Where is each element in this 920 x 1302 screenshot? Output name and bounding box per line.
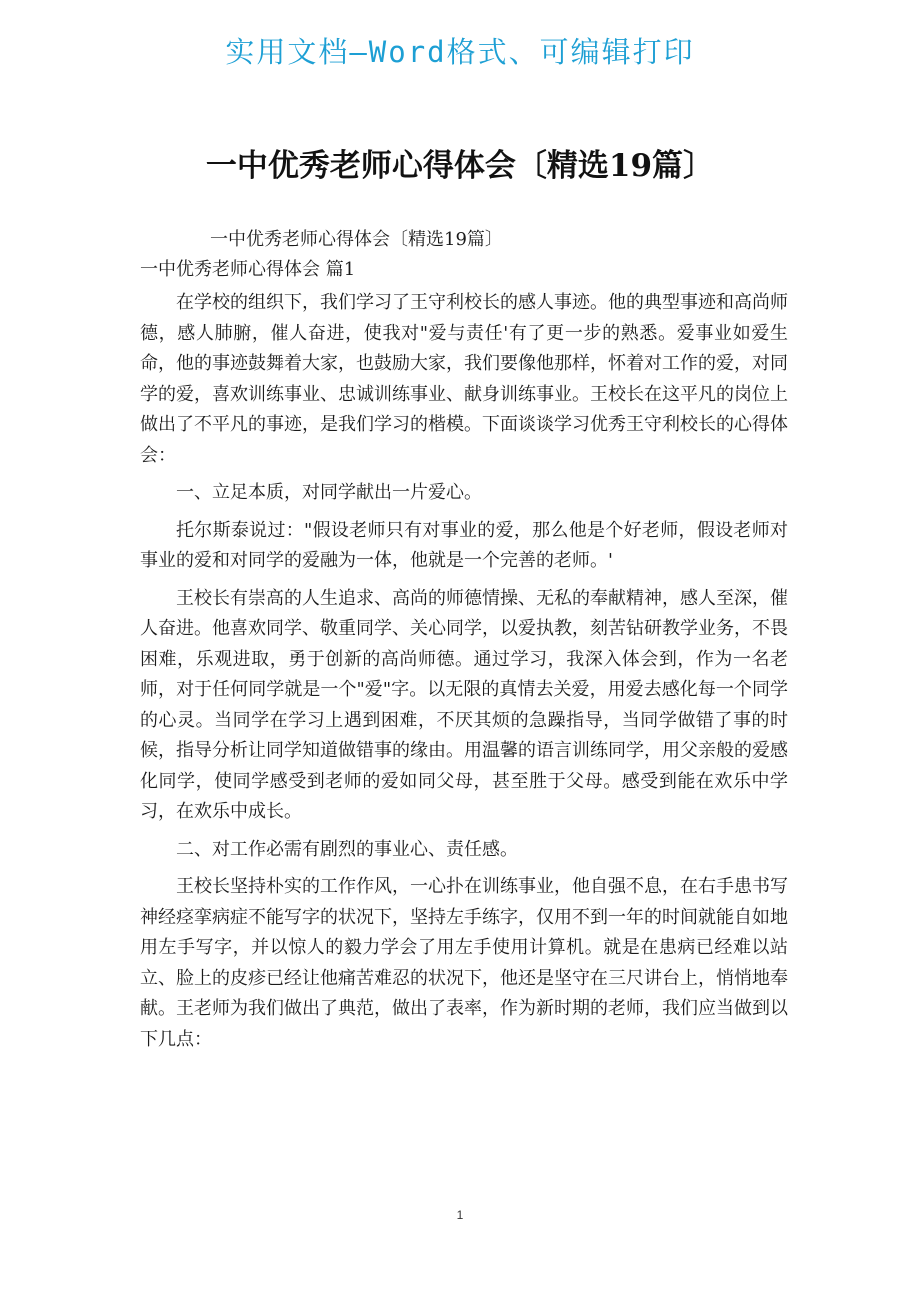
paragraph: 王校长坚持朴实的工作作风，一心扑在训练事业，他自强不息，在右手患书写神经痉挛病症不能写字的状况下，坚持左手练字，仅用不到一年的时间就能自如地用左手写字，并以惊人的毅力学会了用左手使用计算机。就是在患病已经难以站立、脸上的皮疹已经让他痛苦难忍的状况下，他还是坚守在三尺讲台上，悄悄地奉献。王老师为我们做出了典范，做出了表率，作为新时期的老师，我们应当做到以下几点：	[140, 876, 788, 1050]
paragraph: 一、立足本质，对同学献出一片爱心。	[176, 482, 482, 503]
document-subtitle: 一中优秀老师心得体会〔精选19篇〕	[210, 229, 503, 250]
paragraph: 托尔斯泰说过："假设老师只有对事业的爱，那么他是个好老师，假设老师对事业的爱和对同学的爱融为一体，他就是一个完善的老师。'	[140, 519, 788, 571]
paragraph: 二、对工作必需有剧烈的事业心、责任感。	[176, 838, 518, 860]
document-title: 一中优秀老师心得体会〔精选19篇〕	[205, 148, 715, 184]
page-number: 1	[456, 1208, 464, 1222]
document-banner: 实用文档—Word格式、可编辑打印	[225, 35, 695, 69]
section-heading: 一中优秀老师心得体会 篇1	[140, 259, 356, 280]
paragraph: 在学校的组织下，我们学习了王守利校长的感人事迹。他的典型事迹和高尚师德，感人肺腑，催人奋进，使我对"爱与责任'有了更一步的熟悉。爱事业如爱生命，他的事迹鼓舞着大家，也鼓励大家，我们要像他那样，怀着对工作的爱，对同学的爱，喜欢训练事业、忠诚训练事业、献身训练事业。王校长在这平凡的岗位上做出了不平凡的事迹，是我们学习的楷模。下面谈谈学习优秀王守利校长的心得体会：	[140, 292, 788, 466]
paragraph: 王校长有崇高的人生追求、高尚的师德情操、无私的奉献精神，感人至深，催人奋进。他喜欢同学、敬重同学、关心同学，以爱执教，刻苦钻研教学业务，不畏困难，乐观进取，勇于创新的高尚师德。通过学习，我深入体会到，作为一名老师，对于任何同学就是一个"爱"字。以无限的真情去关爱，用爱去感化每一个同学的心灵。当同学在学习上遇到困难，不厌其烦的急躁指导，当同学做错了事的时候，指导分析让同学知道做错事的缘由。用温馨的语言训练同学，用父亲般的爱感化同学，使同学感受到老师的爱如同父母，甚至胜于父母。感受到能在欢乐中学习，在欢乐中成长。	[140, 587, 788, 822]
document-body	[140, 225, 788, 1062]
